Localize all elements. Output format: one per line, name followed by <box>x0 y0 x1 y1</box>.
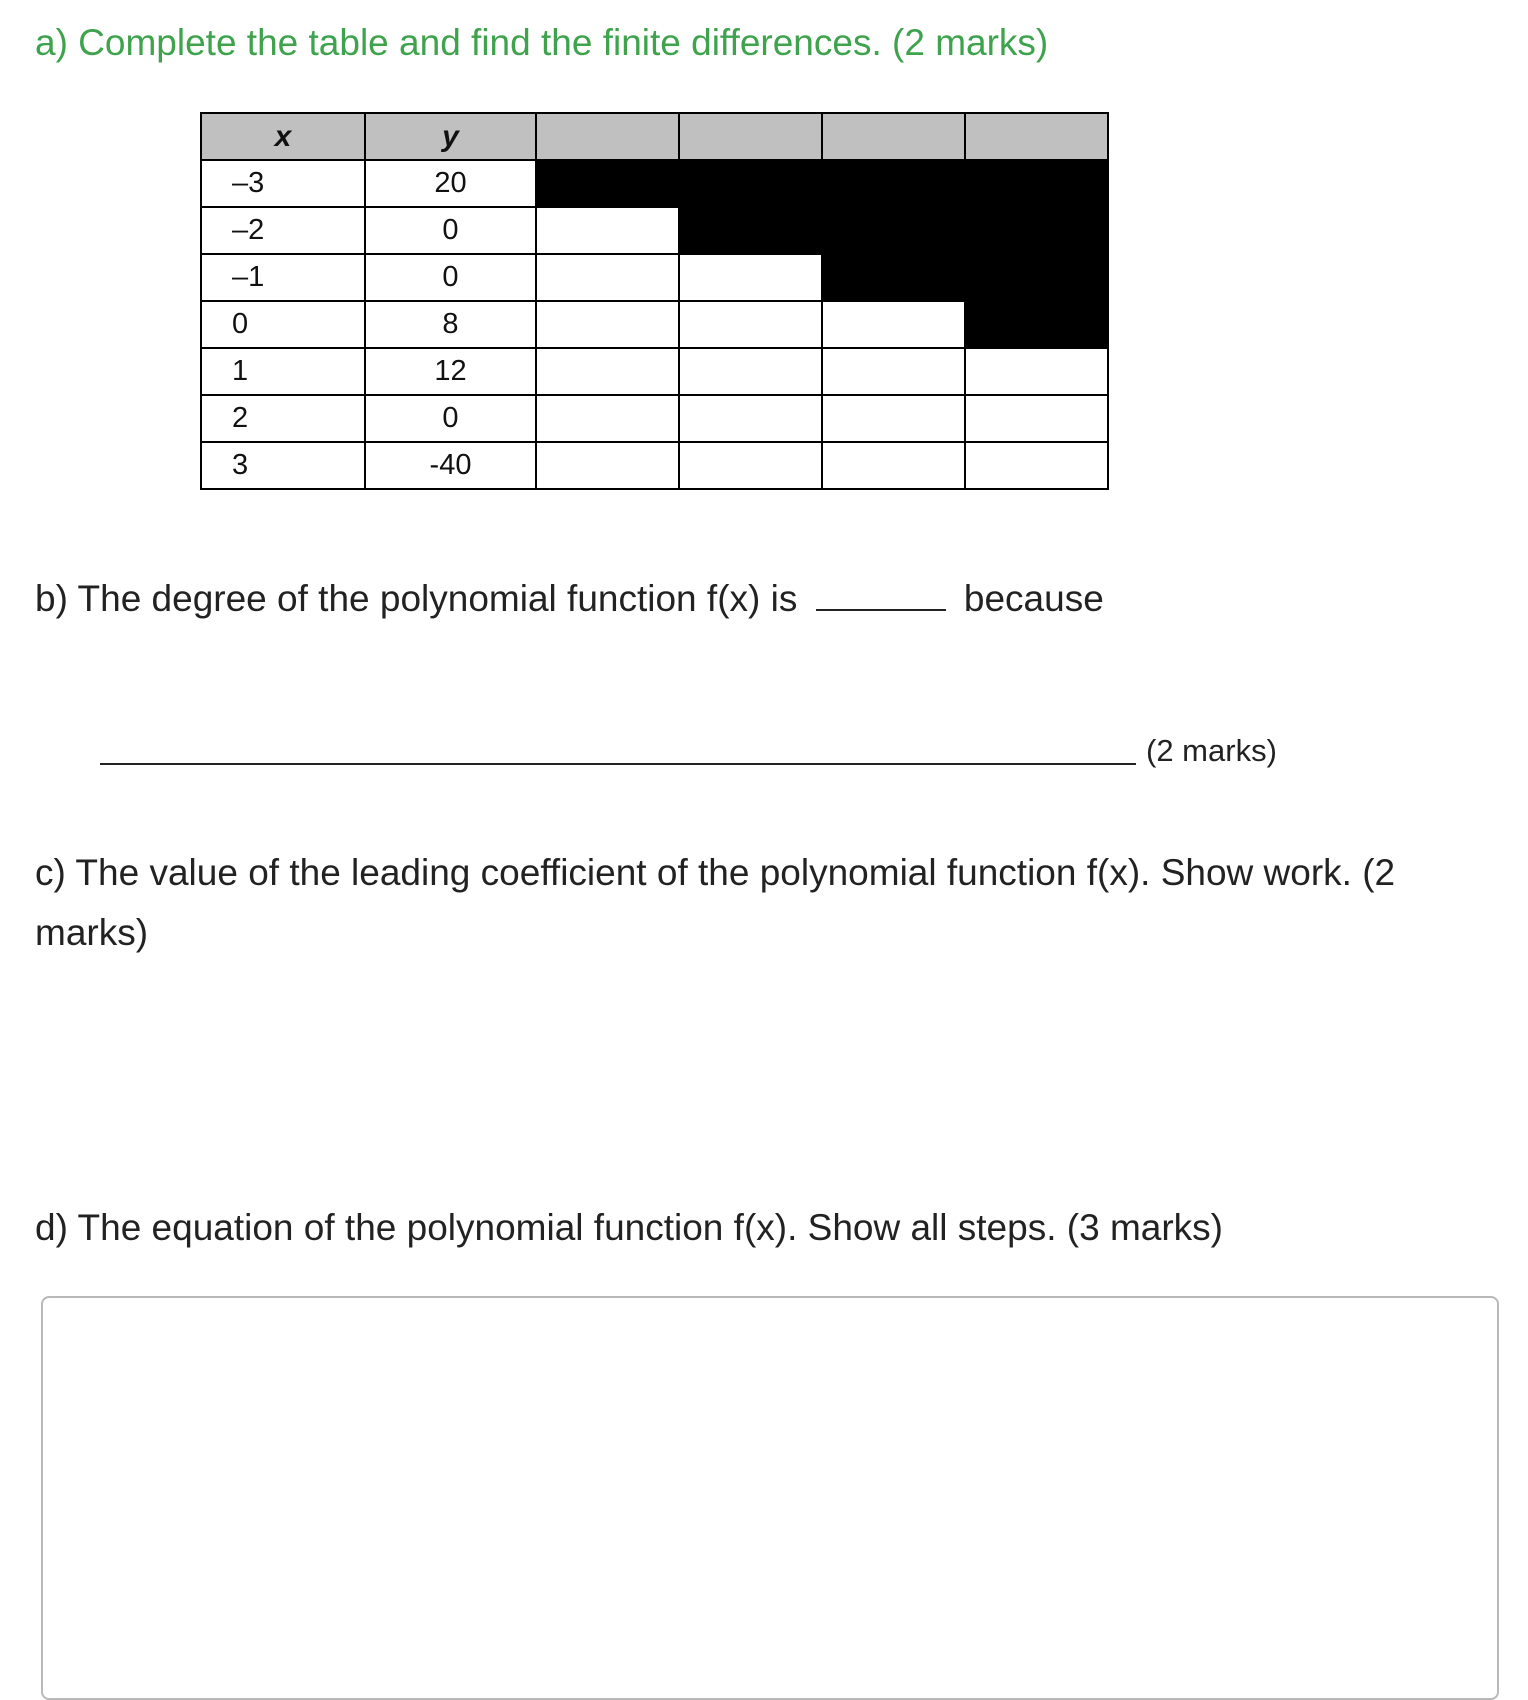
blocked-cell <box>965 160 1108 207</box>
part-d-question: d) The equation of the polynomial function f(x). Show all steps. (3 marks) <box>35 1207 1223 1248</box>
x-value: –1 <box>201 254 365 301</box>
table-row <box>201 207 1108 254</box>
blocked-cell <box>965 301 1108 348</box>
finite-differences-table <box>200 112 1109 490</box>
y-value: 0 <box>365 207 536 254</box>
x-value: –2 <box>201 207 365 254</box>
x-value: –3 <box>201 160 365 207</box>
difference-cell[interactable] <box>965 395 1108 442</box>
part-b-question <box>35 578 1104 620</box>
table-row <box>201 254 1108 301</box>
y-value: 8 <box>365 301 536 348</box>
y-value: 20 <box>365 160 536 207</box>
y-value: 0 <box>365 395 536 442</box>
blocked-cell <box>536 160 679 207</box>
difference-cell[interactable] <box>679 395 822 442</box>
header-third-difference <box>822 113 965 160</box>
x-value: 1 <box>201 348 365 395</box>
difference-cell[interactable] <box>822 348 965 395</box>
difference-cell[interactable] <box>536 301 679 348</box>
blocked-cell <box>822 160 965 207</box>
header-fourth-difference <box>965 113 1108 160</box>
header-y: y <box>365 113 536 160</box>
header-second-difference <box>679 113 822 160</box>
degree-blank[interactable] <box>816 579 946 611</box>
blocked-cell <box>822 254 965 301</box>
blocked-cell <box>822 207 965 254</box>
x-value: 0 <box>201 301 365 348</box>
difference-cell[interactable] <box>679 254 822 301</box>
difference-cell[interactable] <box>536 442 679 489</box>
part-a-heading: a) Complete the table and find the finite differences. (2 marks) <box>35 22 1049 63</box>
table-row <box>201 442 1108 489</box>
y-value: 12 <box>365 348 536 395</box>
difference-cell[interactable] <box>965 442 1108 489</box>
y-value: 0 <box>365 254 536 301</box>
difference-cell[interactable] <box>822 442 965 489</box>
difference-cell[interactable] <box>679 348 822 395</box>
x-value: 2 <box>201 395 365 442</box>
x-value: 3 <box>201 442 365 489</box>
table-row <box>201 160 1108 207</box>
difference-cell[interactable] <box>536 254 679 301</box>
table-row <box>201 395 1108 442</box>
blocked-cell <box>965 254 1108 301</box>
difference-cell[interactable] <box>536 395 679 442</box>
part-d-answer-box[interactable] <box>41 1296 1499 1700</box>
header-x: x <box>201 113 365 160</box>
difference-cell[interactable] <box>536 207 679 254</box>
blocked-cell <box>679 160 822 207</box>
part-b-text-before: b) The degree of the polynomial function f(x) is <box>35 578 798 619</box>
header-first-difference <box>536 113 679 160</box>
difference-cell[interactable] <box>822 301 965 348</box>
part-b-text-after: because <box>963 578 1104 619</box>
difference-cell[interactable] <box>536 348 679 395</box>
blocked-cell <box>965 207 1108 254</box>
y-value: -40 <box>365 442 536 489</box>
table-row <box>201 301 1108 348</box>
part-b-marks: (2 marks) <box>1146 733 1277 768</box>
blocked-cell <box>679 207 822 254</box>
part-c-question: c) The value of the leading coefficient of the polynomial function f(x). Show work. (2 marks) <box>35 852 1396 953</box>
difference-cell[interactable] <box>822 395 965 442</box>
difference-cell[interactable] <box>679 442 822 489</box>
table-row <box>201 348 1108 395</box>
difference-cell[interactable] <box>965 348 1108 395</box>
reason-answer-line[interactable] <box>100 763 1136 765</box>
table-header-row <box>201 113 1108 160</box>
difference-cell[interactable] <box>679 301 822 348</box>
